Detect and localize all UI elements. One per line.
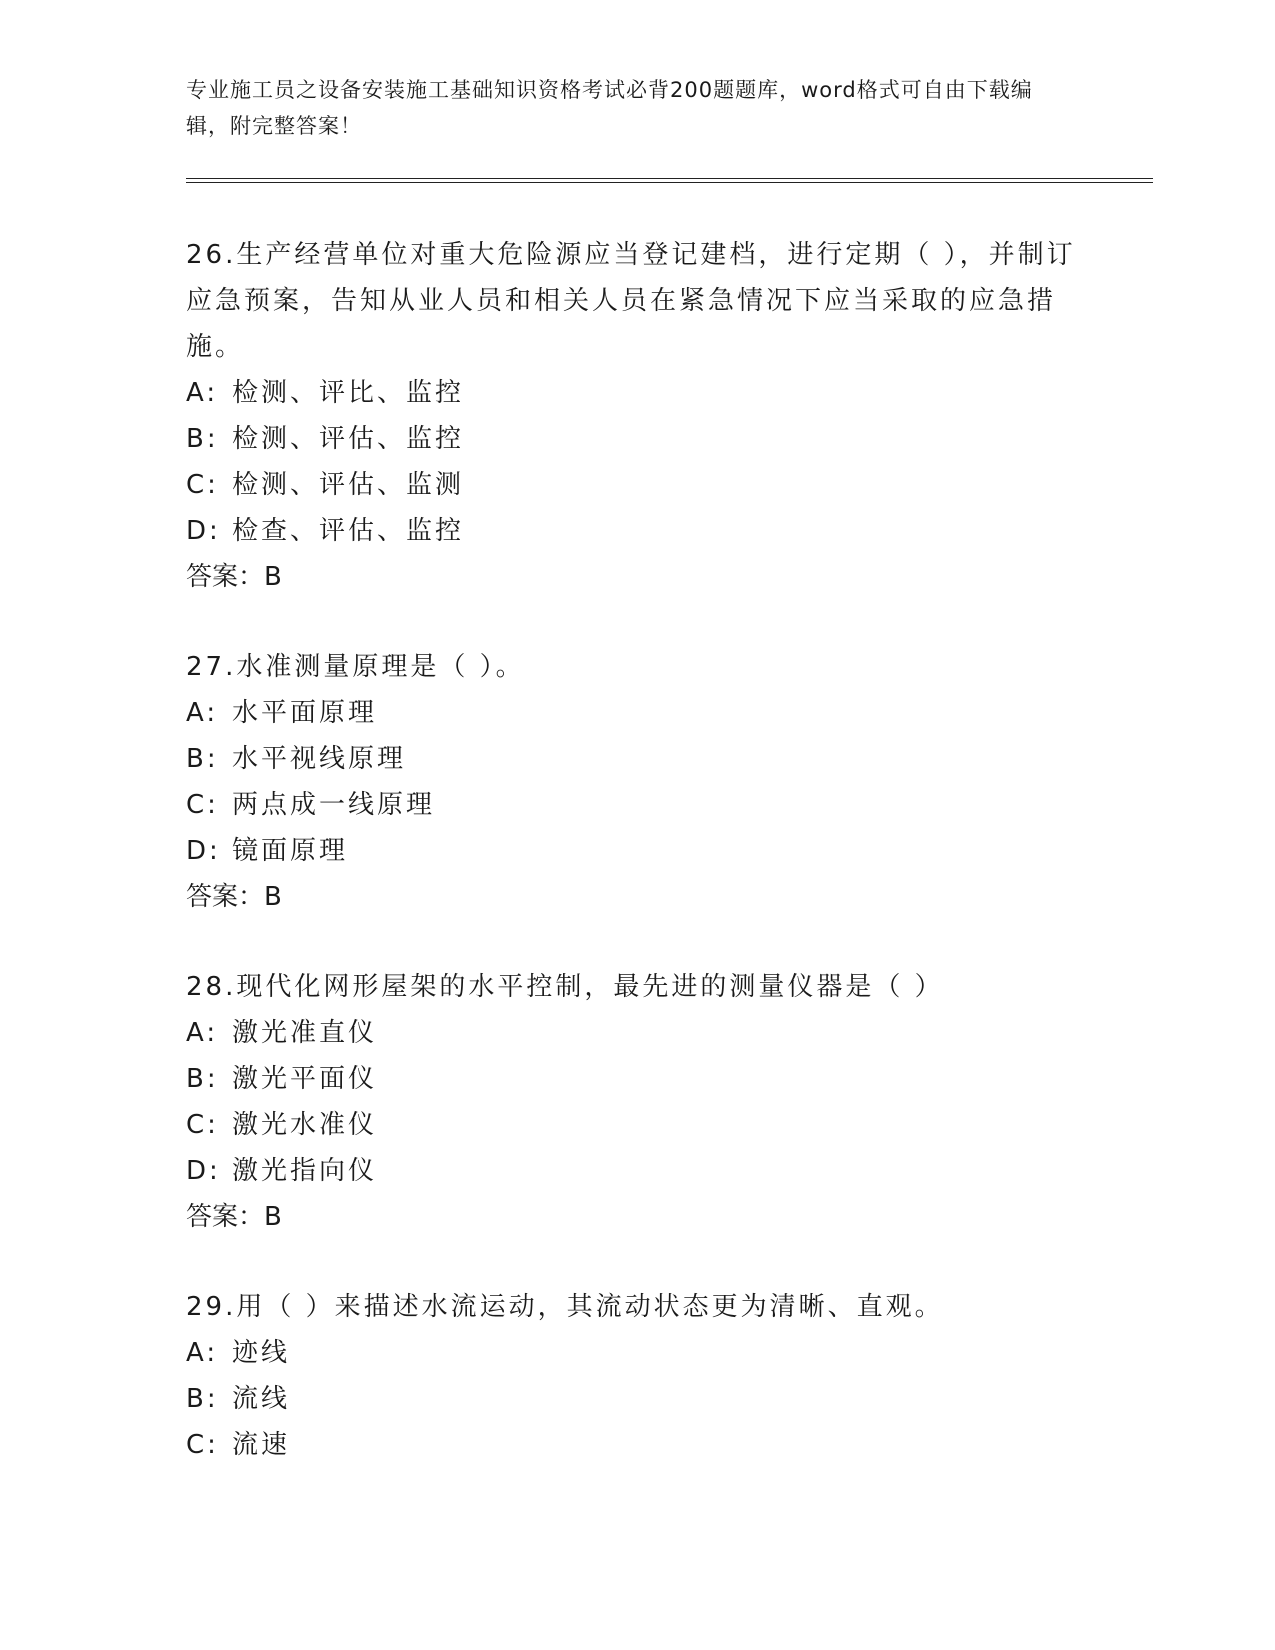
option-d [186,1148,1086,1194]
option-b [186,1376,1086,1422]
document-title: 专业施工员之设备安装施工基础知识资格考试必背200题题库，word格式可自由下载编辑，附完整答案！ [186,78,1033,138]
option-b [186,1056,1086,1102]
option-b [186,736,1086,782]
option-d [186,508,1086,554]
option-key: A: [186,1018,219,1048]
option-key: B: [186,1064,219,1094]
option-a [186,370,1086,416]
option-c [186,1102,1086,1148]
question-26 [186,232,1086,600]
question-28 [186,964,1086,1240]
option-text: 激光指向仪 [232,1156,378,1186]
option-text: 激光水准仪 [232,1110,378,1140]
option-text: 流线 [232,1384,291,1414]
option-c [186,1422,1086,1468]
option-text: 迹线 [232,1338,291,1368]
header-double-rule [186,178,1153,183]
question-stem: 29.用（ ）来描述水流运动，其流动状态更为清晰、直观。 [186,1292,944,1322]
option-text: 检查、评估、监控 [232,516,465,546]
option-d [186,828,1086,874]
option-text: 水平面原理 [232,698,378,728]
option-text: 检测、评估、监测 [232,470,465,500]
option-key: A: [186,698,219,728]
question-stem: 27.水准测量原理是（ ）。 [186,652,525,682]
option-text: 检测、评估、监控 [232,424,465,454]
option-a [186,1330,1086,1376]
option-text: 流速 [232,1430,291,1460]
option-key: A: [186,378,219,408]
option-key: A: [186,1338,219,1368]
option-text: 水平视线原理 [232,744,407,774]
option-a [186,1010,1086,1056]
option-key: D: [186,1156,221,1186]
option-a [186,690,1086,736]
option-c [186,782,1086,828]
option-b [186,416,1086,462]
question-answer: 答案：B [186,882,282,912]
option-text: 检测、评比、监控 [232,378,465,408]
question-stem: 28.现代化网形屋架的水平控制，最先进的测量仪器是（ ） [186,972,944,1002]
option-text: 激光平面仪 [232,1064,378,1094]
option-key: B: [186,424,219,454]
option-key: C: [186,1110,219,1140]
option-key: D: [186,836,221,866]
option-key: B: [186,1384,219,1414]
option-c [186,462,1086,508]
option-key: C: [186,790,219,820]
option-text: 镜面原理 [232,836,349,866]
question-list [186,232,1086,1512]
question-answer: 答案：B [186,1202,282,1232]
question-answer: 答案：B [186,562,282,592]
page-header [186,72,1076,144]
option-text: 两点成一线原理 [232,790,436,820]
option-key: B: [186,744,219,774]
option-key: C: [186,1430,219,1460]
question-29 [186,1284,1086,1468]
question-stem: 26.生产经营单位对重大危险源应当登记建档，进行定期（ ），并制订应急预案，告知从业人员和相关人员在紧急情况下应当采取的应急措施。 [186,240,1076,362]
question-27 [186,644,1086,920]
option-key: D: [186,516,221,546]
option-key: C: [186,470,219,500]
option-text: 激光准直仪 [232,1018,378,1048]
